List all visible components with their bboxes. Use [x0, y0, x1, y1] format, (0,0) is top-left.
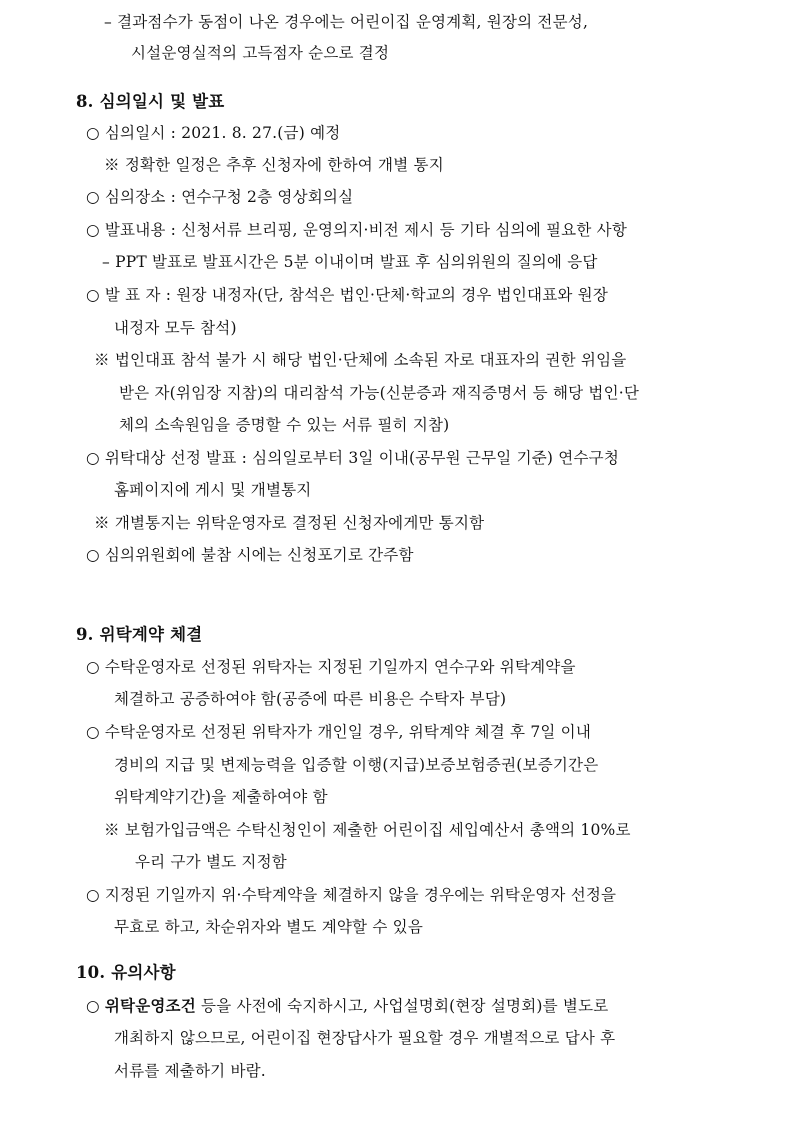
bullet-individual-guarantee: ○ 수탁운영자로 선정된 위탁자가 개인일 경우, 위탁계약 체결 후 7일 이내	[86, 723, 592, 741]
bullet-invalid: ○ 지정된 기일까지 위·수탁계약을 체결하지 않을 경우에는 위탁운영자 선정을	[86, 886, 617, 904]
note-proxy: ※ 법인대표 참석 불가 시 해당 법인·단체에 소속된 자로 대표자의 권한 위임을	[94, 351, 627, 369]
section-heading-10: 10. 유의사항	[76, 963, 176, 982]
bullet-mark: ○	[86, 997, 105, 1015]
text-line: 경비의 지급 및 변제능력을 입증할 이행(지급)보증보험증권(보증기간은	[114, 756, 599, 774]
note-review-date: ※ 정확한 일정은 추후 신청자에 한하여 개별 통지	[104, 156, 444, 174]
emphasis-conditions: 위탁운영조건	[104, 996, 196, 1015]
bullet-review-place: ○ 심의장소 : 연수구청 2층 영상회의실	[86, 188, 354, 206]
bullet-contract: ○ 수탁운영자로 선정된 위탁자는 지정된 기일까지 연수구와 위탁계약을	[86, 658, 576, 676]
text-line: 받은 자(위임장 지참)의 대리참석 가능(신분증과 재직증명서 등 해당 법인·단	[119, 384, 640, 402]
text-run: 등을 사전에 숙지하시고, 사업설명회(현장 설명회)를 별도로	[195, 997, 609, 1015]
text-line: 개최하지 않으므로, 어린이집 현장답사가 필요할 경우 개별적으로 답사 후	[114, 1029, 616, 1047]
bullet-selection-announcement: ○ 위탁대상 선정 발표 : 심의일로부터 3일 이내(공무원 근무일 기준) 연수구청	[86, 449, 619, 467]
bullet-presenter: ○ 발 표 자 : 원장 내정자(단, 참석은 법인·단체·학교의 경우 법인대표와 원장	[86, 286, 609, 304]
bullet-dash-ppt: – PPT 발표로 발표시간은 5분 이내이며 발표 후 심의위원의 질의에 응답	[102, 253, 598, 271]
bullet-presentation-content: ○ 발표내용 : 신청서류 브리핑, 운영의지·비전 제시 등 기타 심의에 필요한 사항	[86, 221, 627, 239]
text-line: 무효로 하고, 차순위자와 별도 계약할 수 있음	[114, 918, 424, 936]
bullet-review-date: ○ 심의일시 : 2021. 8. 27.(금) 예정	[86, 124, 341, 142]
text-line: 시설운영실적의 고득점자 순으로 결정	[131, 44, 390, 62]
text-line: 내정자 모두 참석)	[114, 319, 237, 337]
section-heading-8: 8. 심의일시 및 발표	[76, 92, 225, 111]
note-insurance: ※ 보험가입금액은 수탁신청인이 제출한 어린이집 세입예산서 총액의 10%로	[104, 821, 631, 839]
note-individual-notice: ※ 개별통지는 위탁운영자로 결정된 신청자에게만 통지함	[94, 514, 485, 532]
text-line: 우리 구가 별도 지정함	[135, 853, 287, 871]
section-heading-9: 9. 위탁계약 체결	[76, 625, 203, 644]
text-line: 체결하고 공증하여야 함(공증에 따른 비용은 수탁자 부담)	[114, 690, 507, 708]
bullet-notice	[86, 996, 608, 1016]
text-line: 체의 소속원임을 증명할 수 있는 서류 필히 지참)	[119, 416, 450, 434]
bullet-dash-tie-rule: – 결과점수가 동점이 나온 경우에는 어린이집 운영계획, 원장의 전문성,	[104, 13, 589, 31]
text-line: 서류를 제출하기 바람.	[114, 1062, 266, 1080]
text-line: 위탁계약기간)을 제출하여야 함	[114, 788, 328, 806]
text-line: 홈페이지에 게시 및 개별통지	[114, 481, 312, 499]
bullet-absence: ○ 심의위원회에 불참 시에는 신청포기로 간주함	[86, 546, 414, 564]
